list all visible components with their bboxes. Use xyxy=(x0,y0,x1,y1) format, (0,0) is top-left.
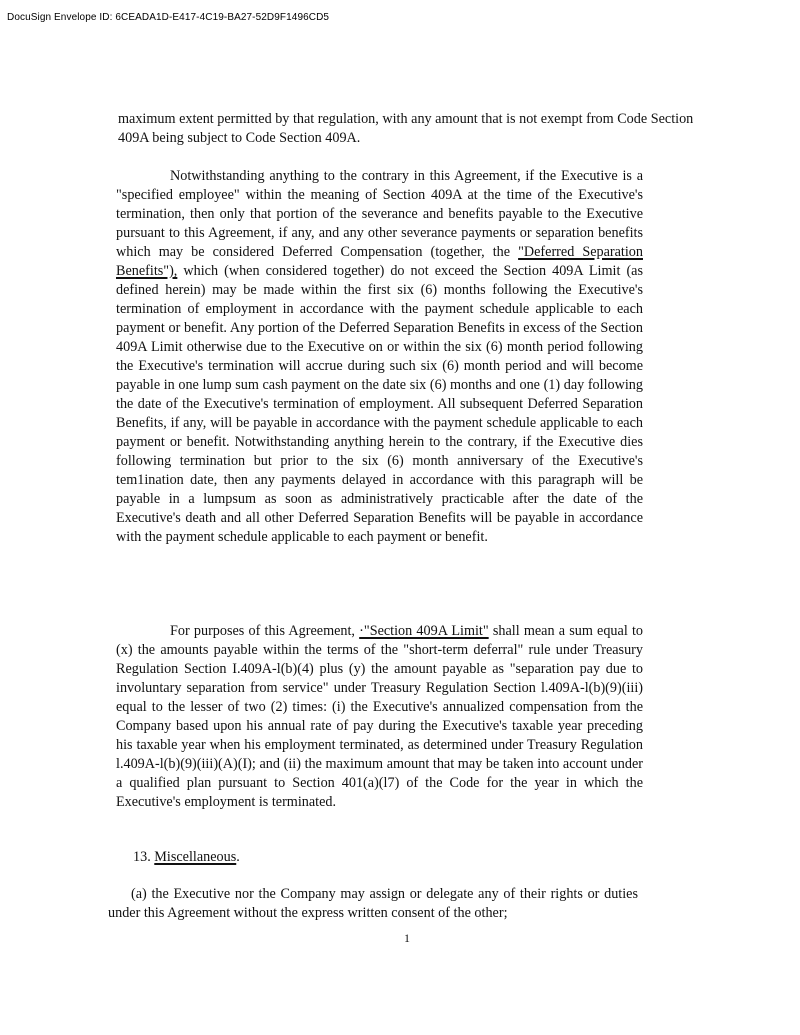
section-title: Miscellaneous xyxy=(154,849,237,865)
paragraph-text: shall mean a sum equal to (x) the amounts payable within the terms of the "short-term deferral" rule under Treasury Regulation Section I.409A-l(b)(4) plus (y) the amount payable as "separation pay due to involuntary separation from service" under Treasury Regulation Section l.409A-l(b)(9)(iii) equal to the lesser of two (2) times: (i) the Executive's annualized compensation from the Company based upon his annual rate of pay during the Executive's taxable year preceding his taxable year when his employment terminated, as determined under Treasury Regulation l.409A-l(b)(9)(iii)(A)(I); and (ii) the maximum amount that may be taken into account under a qualified plan pursuant to Section 401(a)(l7) of the Code for the year in which the Executive's employment is terminated. xyxy=(116,623,643,810)
defined-term-section-409a-limit: ·"Section 409A Limit" xyxy=(359,623,489,639)
section-heading-miscellaneous xyxy=(133,848,533,867)
paragraph-409a-exemption: maximum extent permitted by that regulation, with any amount that is not exempt from Code Section 409A being subject to Code Section 409A. xyxy=(118,111,694,146)
paragraph-text: which (when considered together) do not exceed the Section 409A Limit (as defined herein) may be made within the first six (6) months following the Executive's termination of employment in accordance with the payment schedule applicable to each payment or benefit. Any portion of the Deferred Separation Benefits in excess of the Section 409A Limit otherwise due to the Executive on or within the six (6) month period following the Executive's termination will accrue during such six (6) month period and will become payable in one lump sum cash payment on the date six (6) months and one (1) day following the date of the Executive's termination of employment. All subsequent Deferred Separation Benefits, if any, will be payable in accordance with the payment schedule applicable to each payment or benefit. Notwithstanding anything herein to the contrary, if the Executive dies following termination but prior to the six (6) month anniversary of the Executive's tem1ination date, then any payments delayed in accordance with this paragraph will be payable in a lumpsum as soon as administratively practicable after the date of the Executive's death and all other Deferred Separation Benefits will be payable in accordance with the payment schedule applicable to each payment or benefit. xyxy=(116,263,643,545)
defined-term-deferred-separation-benefits: "Deferred Separation Benefits"), xyxy=(116,244,643,279)
section-number: 13. xyxy=(133,849,155,865)
section-period: . xyxy=(236,849,240,865)
docusign-envelope-id: DocuSign Envelope ID: 6CEADA1D-E417-4C19-BA27-52D9F1496CD5 xyxy=(7,12,330,23)
paragraph-text: For purposes of this Agreement, xyxy=(170,623,360,639)
paragraph-text: Notwithstanding anything to the contrary in this Agreement, if the Executive is a "specified employee" within the meaning of Section 409A at the time of the Executive's termination, then only that portion of the severance and benefits payable to the Executive pursuant to this Agreement, if any, and any other severance payments or separation benefits which may be considered Deferred Compensation (together, the xyxy=(116,168,643,260)
page-number: 1 xyxy=(404,931,410,945)
paragraph-assignment: (a) the Executive nor the Company may assign or delegate any of their rights or duties under this Agreement without the express written consent of the other; xyxy=(108,886,638,921)
paragraph-409a-limit-definition xyxy=(116,622,643,812)
paragraph-specified-employee xyxy=(116,167,643,547)
